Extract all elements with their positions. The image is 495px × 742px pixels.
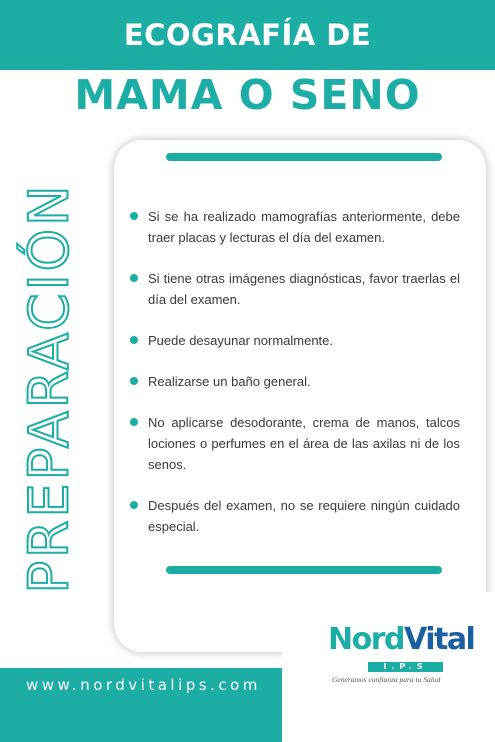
list-item-text: Después del examen, no se requiere ningún cuidado especial. [148, 498, 460, 534]
bullet-icon [130, 212, 138, 220]
bullet-icon [130, 418, 138, 426]
list-item [130, 206, 460, 248]
bullet-icon [130, 274, 138, 282]
side-label: PREPARACIÓN [17, 182, 81, 594]
card-accent-bottom [166, 566, 442, 574]
logo-ips-bar: I.P.S [368, 662, 443, 672]
logo-tagline: Generamos confianza para tu Salud [332, 675, 441, 684]
list-item-text: Realizarse un baño general. [148, 374, 311, 389]
list-item [130, 495, 460, 537]
bullet-icon [130, 336, 138, 344]
logo-name-part1: Nord [328, 622, 404, 657]
website-link[interactable]: www.nordvitalips.com [26, 676, 261, 694]
title-line2: MAMA O SENO [74, 71, 421, 119]
list-item-text: Puede desayunar normalmente. [148, 333, 334, 348]
card-accent-top [166, 153, 442, 161]
list-item [130, 371, 460, 392]
bullet-icon [130, 377, 138, 385]
nordvital-logo [328, 622, 474, 657]
logo-name-part2: Vital [404, 622, 475, 657]
list-item-text: Si tiene otras imágenes diagnósticas, favor traerlas el día del examen. [148, 271, 460, 307]
list-item [130, 330, 460, 351]
list-item [130, 412, 460, 475]
side-label-wrapper [8, 148, 90, 628]
list-item-text: No aplicarse desodorante, crema de manos, talcos lociones o perfumes en el área de las axilas ni de los senos. [148, 415, 460, 472]
list-item [130, 268, 460, 310]
preparation-list [130, 206, 460, 537]
top-band [0, 0, 495, 10]
title-line1: ECOGRAFÍA DE [123, 18, 372, 52]
bullet-icon [130, 501, 138, 509]
list-item-text: Si se ha realizado mamografías anteriormente, debe traer placas y lecturas el día del examen. [148, 209, 460, 245]
